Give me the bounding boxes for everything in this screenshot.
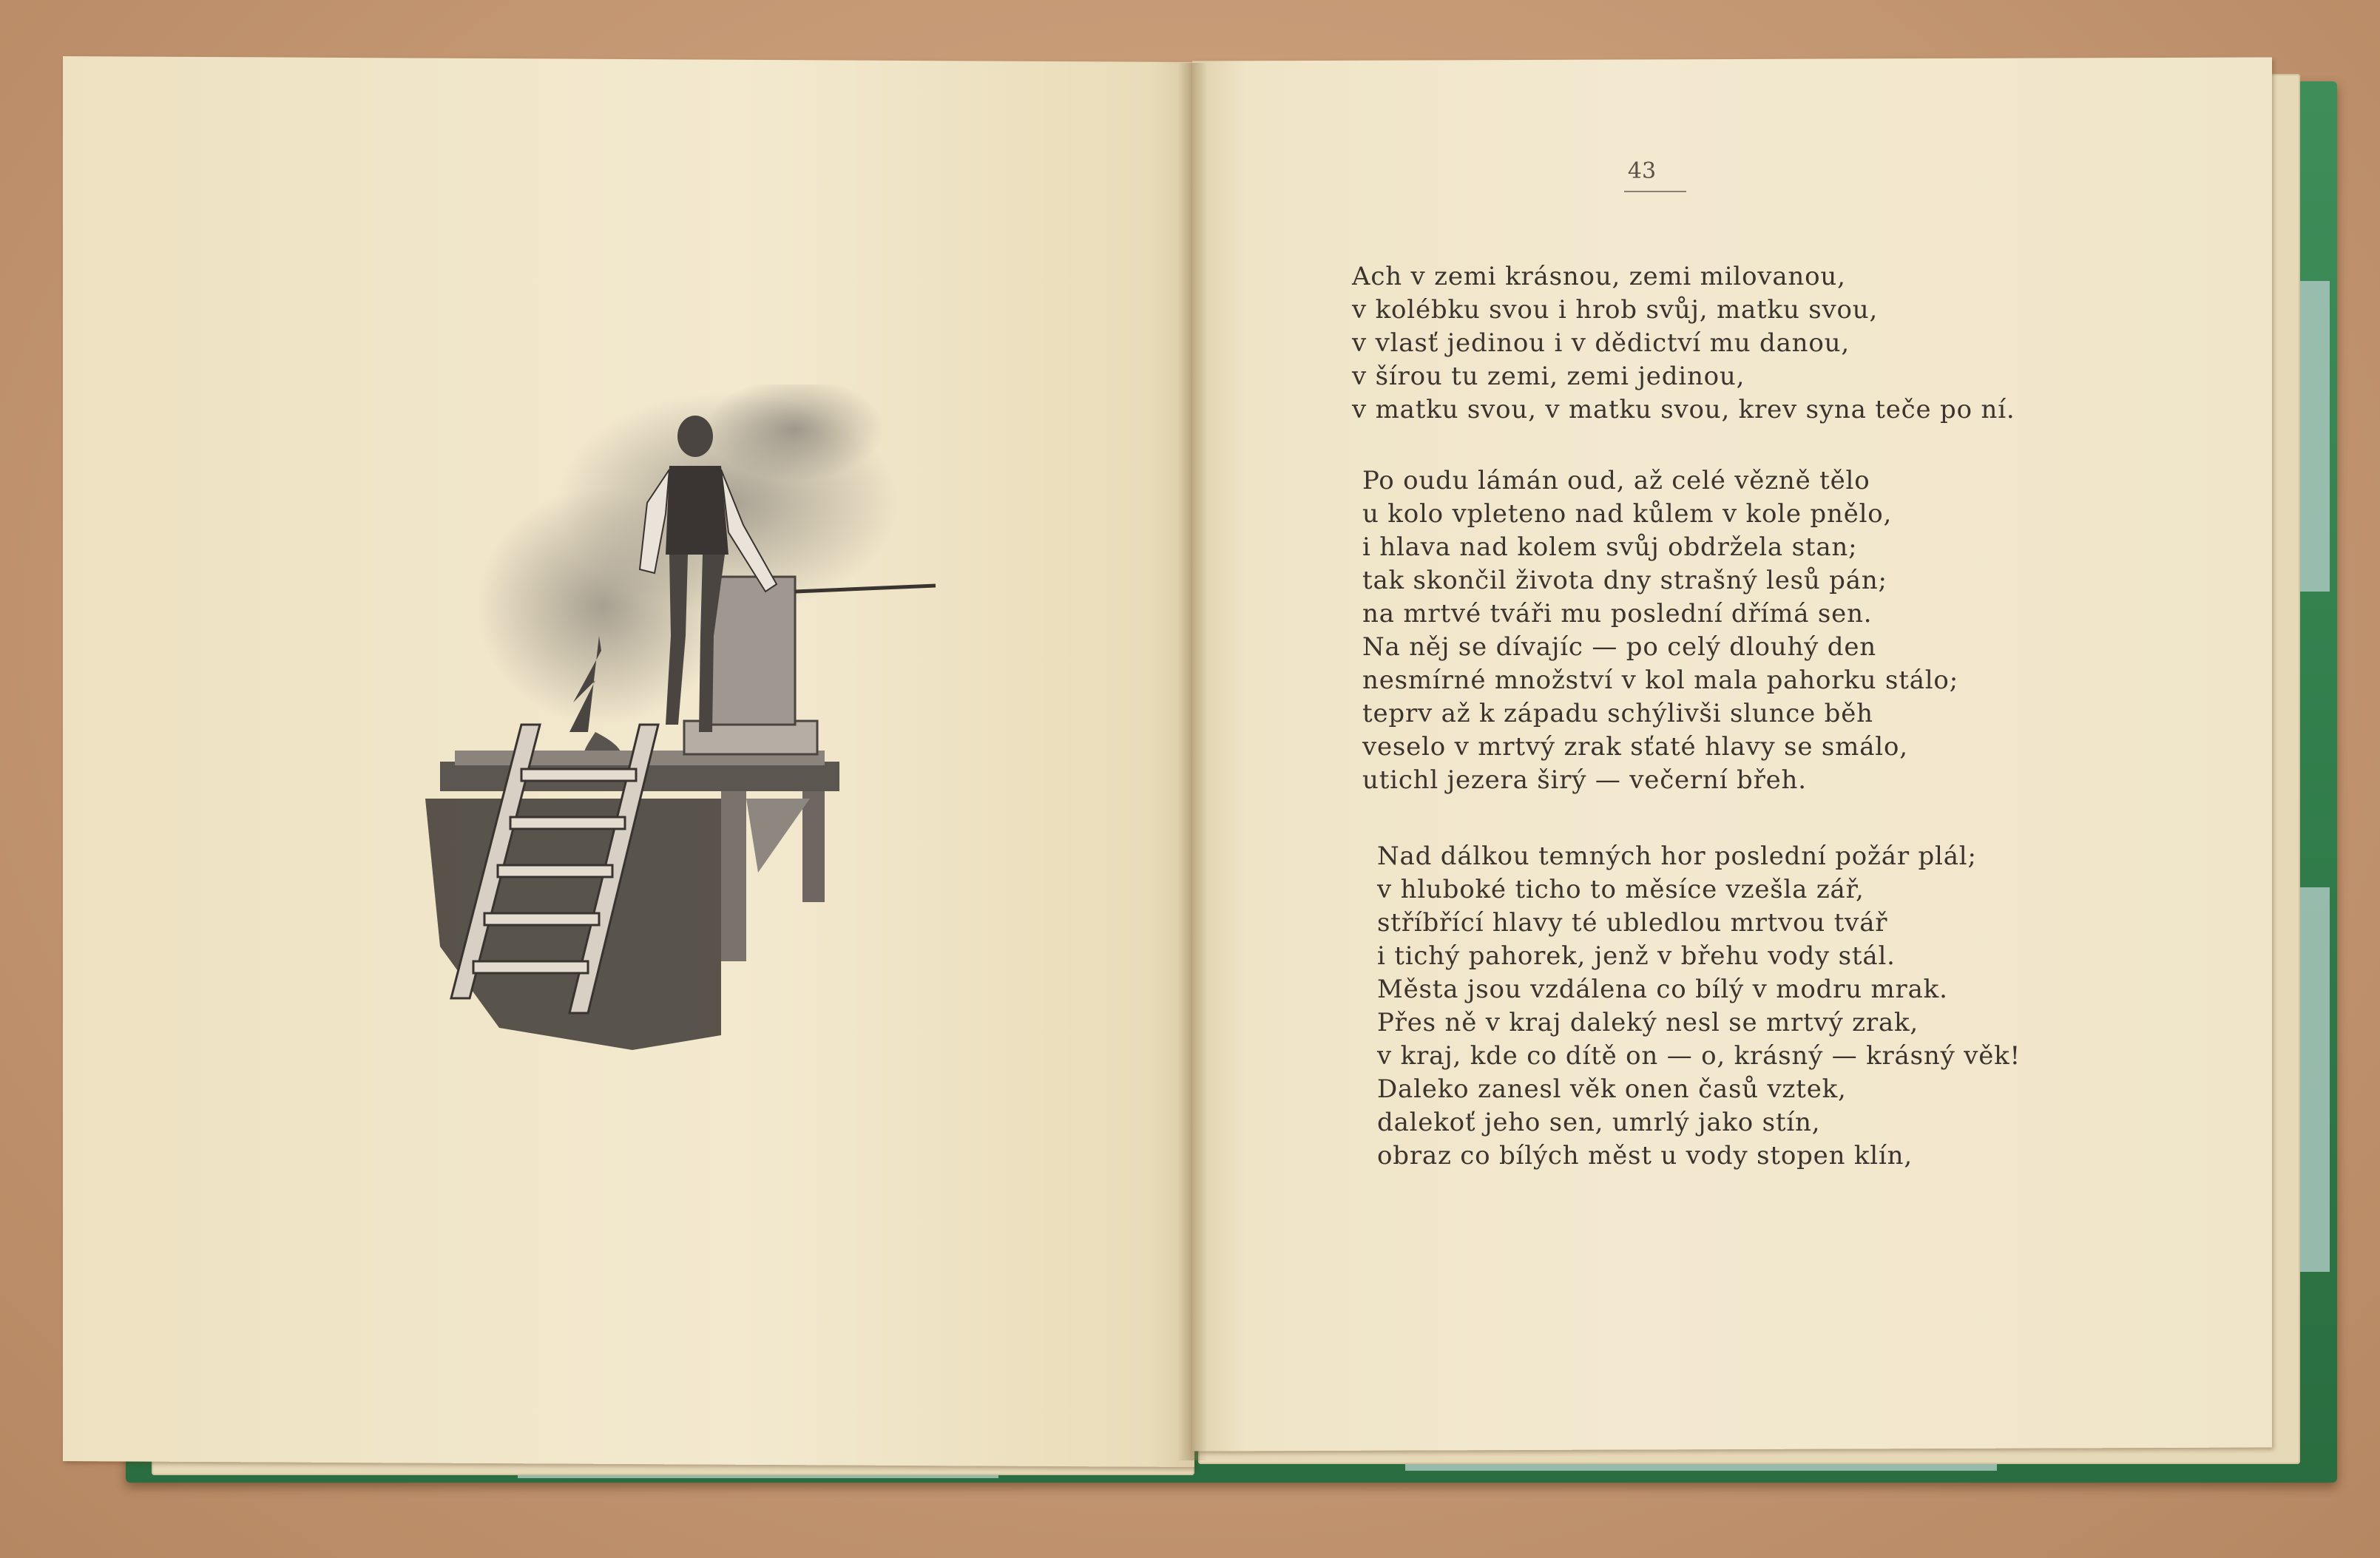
- poem-line: Daleko zanesl věk onen časů vztek,: [1377, 1074, 1847, 1104]
- poem-line: v vlasť jedinou i v dědictví mu danou,: [1352, 328, 1850, 358]
- poem-line: u kolo vpleteno nad kůlem v kole pnělo,: [1362, 499, 1893, 529]
- page-number: 43: [1627, 158, 1657, 184]
- poem-line: teprv až k západu schýlivši slunce běh: [1362, 699, 1873, 728]
- poem-stanza-3: [1377, 840, 2021, 1173]
- poem-line: Přes ně v kraj daleký nesl se mrtvý zrak,: [1377, 1008, 1919, 1037]
- poem-line: v kolébku svou i hrob svůj, matku svou,: [1352, 295, 1879, 325]
- poem-line: v kraj, kde co dítě on — o, krásný — krásný věk!: [1377, 1041, 2021, 1071]
- figure-head: [677, 416, 713, 457]
- poem-line: Na něj se dívajíc — po celý dlouhý den: [1362, 632, 1876, 662]
- poem-line: v matku svou, v matku svou, krev syna teče po ní.: [1352, 395, 2015, 424]
- book-gutter: [1177, 63, 1207, 1460]
- poem-line: utichl jezera širý — večerní břeh.: [1362, 765, 1807, 795]
- engraving-illustration: [410, 385, 973, 1065]
- poem-line: i hlava nad kolem svůj obdržela stan;: [1362, 532, 1858, 562]
- poem-line: Nad dálkou temných hor poslední požár plál;: [1377, 841, 1977, 871]
- figure-torso: [666, 466, 728, 555]
- poem-line: v šírou tu zemi, zemi jedinou,: [1352, 362, 1745, 391]
- poem-line: Města jsou vzdálena co bílý v modru mrak.: [1377, 975, 1948, 1004]
- scaffold-post: [721, 791, 746, 961]
- poem-line: veselo v mrtvý zrak sťaté hlavy se smálo,: [1362, 732, 1908, 762]
- poem-stanza-2: [1362, 464, 1958, 797]
- poem-line: Po oudu lámán oud, až celé vězně tělo: [1362, 466, 1870, 495]
- poem-line: obraz co bílých měst u vody stopen klín,: [1377, 1141, 1913, 1171]
- page-number-rule: [1624, 191, 1686, 192]
- poem-line: v hluboké ticho to měsíce vzešla zář,: [1377, 875, 1865, 904]
- scaffold-post: [802, 791, 825, 902]
- poem-line: i tichý pahorek, jenž v břehu vody stál.: [1377, 941, 1896, 971]
- poem-line: dalekoť jeho sen, umrlý jako stín,: [1377, 1108, 1821, 1137]
- poem-line: tak skončil života dny strašný lesů pán;: [1362, 566, 1887, 595]
- poem-line: stříbřící hlavy té ubledlou mrtvou tvář: [1377, 908, 1888, 938]
- poem-line: na mrtvé tváři mu poslední dřímá sen.: [1362, 599, 1873, 629]
- poem-line: nesmírné množství v kol mala pahorku stálo;: [1362, 665, 1958, 695]
- scaffold-brace: [746, 799, 810, 873]
- wheel-post: [706, 577, 795, 725]
- poem-line: Ach v zemi krásnou, zemi milovanou,: [1352, 262, 1846, 291]
- poem-stanza-1: [1352, 260, 2015, 427]
